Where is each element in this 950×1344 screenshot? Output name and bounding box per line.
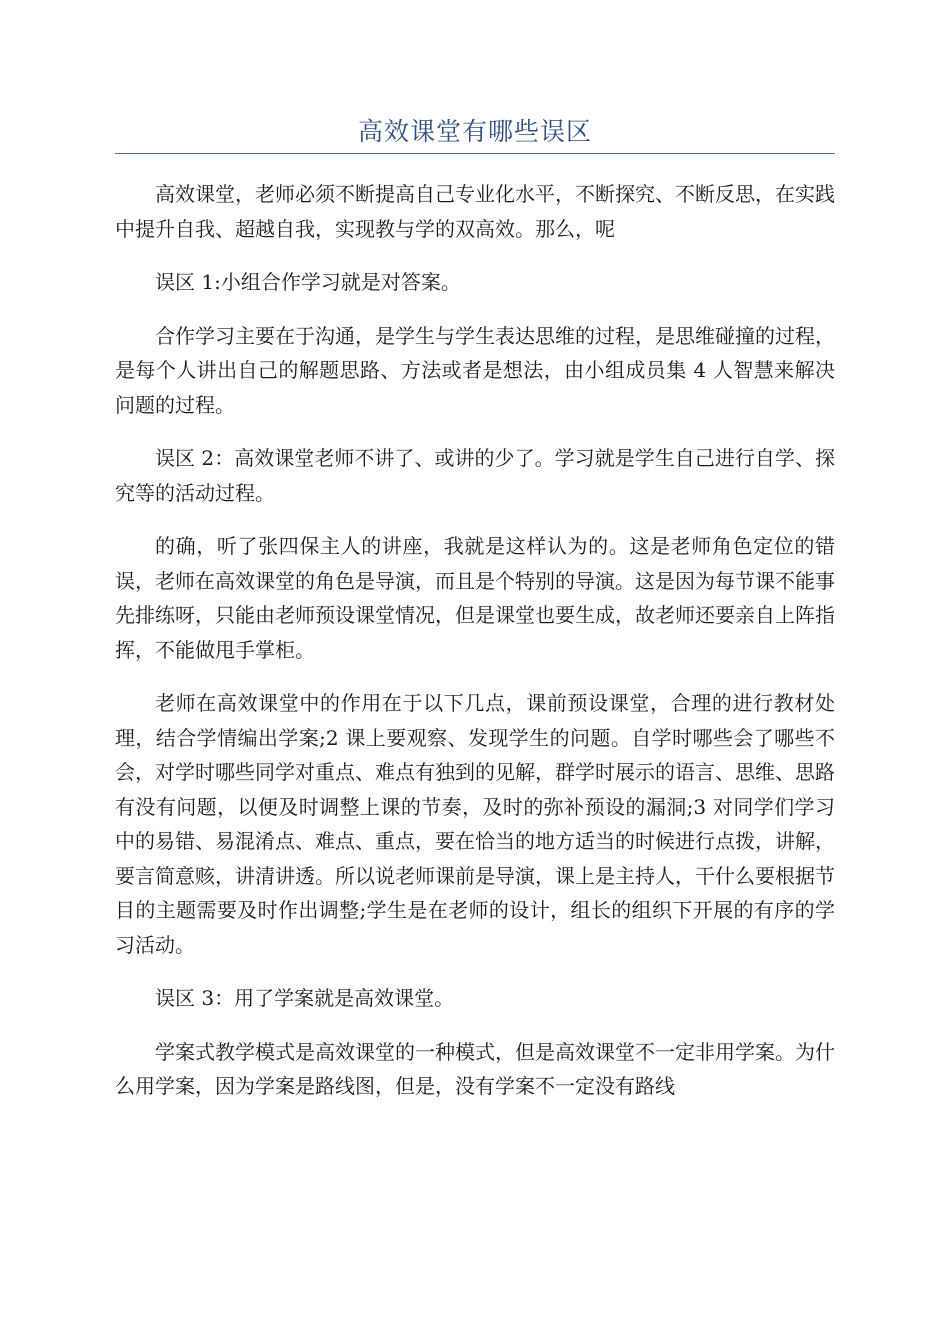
heading-misconception-3: 误区 3：用了学案就是高效课堂。 <box>155 986 455 1010</box>
title-underline <box>115 153 835 154</box>
document-body <box>115 177 835 1123</box>
document-title: 高效课堂有哪些误区 <box>357 117 592 146</box>
heading-misconception-2: 误区 2：高效课堂老师不讲了、或讲的少了。学习就是学生自己进行自学、探究等的活动过程。 <box>115 446 835 505</box>
paragraph-learning-plan: 学案式教学模式是高效课堂的一种模式，但是高效课堂不一定非用学案。为什么用学案，因为学案是路线图，但是，没有学案不一定没有路线 <box>115 1039 835 1098</box>
paragraph-teacher-role: 的确，听了张四保主人的讲座，我就是这样认为的。这是老师角色定位的错误，老师在高效课堂的角色是导演，而且是个特别的导演。这是因为每节课不能事先排练呀，只能由老师预设课堂情况，但是课堂也要生成，故老师还要亲自上阵指挥，不能做甩手掌柜。 <box>115 534 835 662</box>
paragraph-cooperative-learning: 合作学习主要在于沟通，是学生与学生表达思维的过程，是思维碰撞的过程，是每个人讲出自己的解题思路、方法或者是想法，由小组成员集 4 人智慧来解决问题的过程。 <box>115 323 835 417</box>
heading-misconception-1: 误区 1:小组合作学习就是对答案。 <box>155 270 461 294</box>
paragraph-intro: 高效课堂，老师必须不断提高自己专业化水平，不断探究、不断反思，在实践中提升自我、超越自我，实现教与学的双高效。那么，呢 <box>115 182 835 241</box>
paragraph-teacher-functions: 老师在高效课堂中的作用在于以下几点，课前预设课堂，合理的进行教材处理，结合学情编出学案;2 课上要观察、发现学生的问题。自学时哪些会了哪些不会，对学时哪些同学对重点、难点有独到的见解，群学时展示的语言、思维、思路有没有问题，以便及时调整上课的节奏，及时的弥补预设的漏洞;3 对同学们学习中的易错、易混淆点、难点、重点，要在恰当的地方适当的时候进行点拨，讲解，要言简意赅，讲清讲透。所以说老师课前是导演，课上是主持人，干什么要根据节目的主题需要及时作出调整;学生是在老师的设计，组长的组织下开展的有序的学习活动。 <box>115 691 835 957</box>
